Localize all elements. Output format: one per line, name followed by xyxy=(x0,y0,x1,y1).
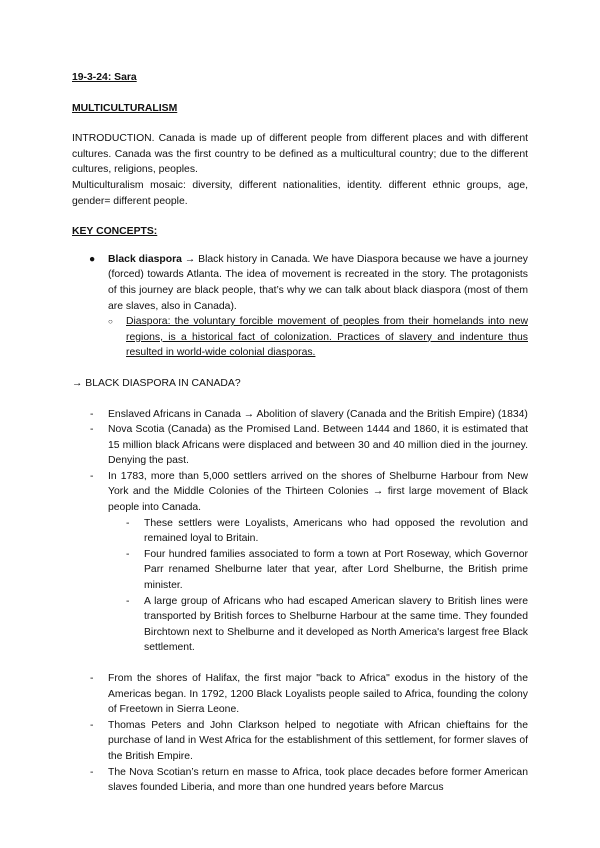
dash-marker: - xyxy=(90,424,94,436)
sub-list-item xyxy=(72,516,528,547)
dash-marker: - xyxy=(126,595,130,607)
list-item xyxy=(72,422,528,469)
circle-marker: ○ xyxy=(108,317,113,327)
list-item-text: Enslaved Africans in Canada → Abolition of slavery (Canada and the British Empire) (1834) xyxy=(108,408,528,420)
dash-marker: - xyxy=(90,719,94,731)
bullet-term: Black diaspora xyxy=(108,253,182,265)
bullet-black-diaspora xyxy=(72,252,528,314)
document-page xyxy=(72,70,528,796)
sub-list-item-text: Four hundred families associated to form a town at Port Roseway, which Governor Parr renamed Shelburne later that year, after Lord Shelburne, the British prime minister. xyxy=(144,548,528,592)
sub-list-item xyxy=(72,547,528,594)
dash-marker: - xyxy=(90,673,94,684)
list-item-text: Nova Scotia (Canada) as the Promised Land. Between 1444 and 1860, it is estimated that 15 million black Africans were displaced and between 30 and 40 million died in the journey. Denying the past. xyxy=(108,424,528,467)
spacer xyxy=(72,656,528,671)
list-item xyxy=(72,718,528,765)
dash-marker: - xyxy=(90,766,94,778)
list-item xyxy=(72,407,528,423)
list-item-text: From the shores of Halifax, the first major "back to Africa" exodus in the history of the Americas began. In 1792, 1200 Black Loyalists people sailed to Africa, founding the colony of Freetown in Sierra Leone. xyxy=(108,673,528,716)
page-title: MULTICULTURALISM xyxy=(72,102,178,114)
list-item-text: The Nova Scotian’s return en masse to Africa, took place decades before former American slaves founded Liberia, and more than one hundred years before Marcus xyxy=(108,766,528,794)
sub-list-item xyxy=(72,594,528,656)
list-item-text: In 1783, more than 5,000 settlers arrived on the shores of Shelburne Harbour from New York and the Middle Colonies of the Thirteen Colonies → first large movement of Black people into Canada. xyxy=(108,470,528,514)
dash-marker: - xyxy=(90,470,94,482)
dash-marker: - xyxy=(126,548,130,560)
sub-bullet-text: Diaspora: the voluntary forcible movement of peoples from their homelands into new regions, is a historical fact of colonization. Practices of slavery and indenture thus resulted in world-wide colonial diasporas. xyxy=(126,316,528,359)
intro-paragraph: INTRODUCTION. Canada is made up of different people from different places and with different cultures. Canada was the first country to be defined as a multicultural country; due to the different cultures, religions, peoples. xyxy=(72,133,528,176)
section-heading: → BLACK DIASPORA IN CANADA? xyxy=(72,377,241,389)
list-item xyxy=(72,765,528,796)
mosaic-paragraph: Multiculturalism mosaic: diversity, different nationalities, identity. different ethnic groups, age, gender= different people. xyxy=(72,179,528,207)
sub-list-item-text: These settlers were Loyalists, Americans who had opposed the revolution and remained loyal to Britain. xyxy=(144,517,528,545)
list-item xyxy=(72,469,528,516)
bullet-text: → Black history in Canada. We have Diaspora because we have a journey (forced) towards Atlanta. The idea of movement is recreated in the story. The protagonists of this journey are black people, that’s why we can talk about black diaspora (most of them are slaves, also in Canada). xyxy=(108,253,529,312)
key-concepts-heading: KEY CONCEPTS: xyxy=(72,226,158,238)
sub-list-item-text: A large group of Africans who had escaped American slavery to British lines were transported by British forces to Shelburne Harbour at the same time. They founded Birchtown next to Shelburne and it developed as North America's largest free Black settlement. xyxy=(144,595,528,654)
dash-marker: - xyxy=(90,408,94,420)
list-item xyxy=(72,671,528,718)
list-item-text: Thomas Peters and John Clarkson helped to negotiate with African chieftains for the purchase of land in West Africa for the establishment of this settlement, for former slaves of the British Empire. xyxy=(108,719,528,762)
date-author-heading: 19-3-24: Sara xyxy=(72,72,137,83)
sub-bullet-diaspora-definition xyxy=(72,314,528,361)
dash-marker: - xyxy=(126,517,130,529)
bullet-marker: ● xyxy=(89,253,96,265)
